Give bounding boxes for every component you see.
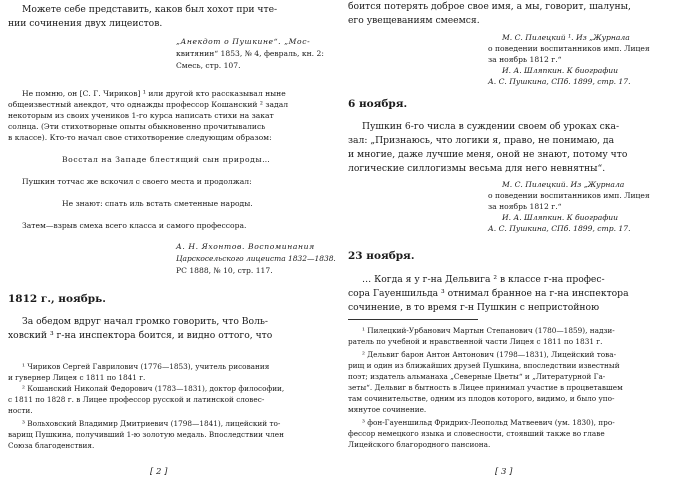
footnote-line: Союза благоденствия. (8, 441, 95, 450)
source-line: М. С. Пилецкий. Из „Журнала (502, 180, 625, 189)
paragraph-line: сора Гауеншильда ³ отнимал бранное на г-на инспектора (348, 288, 629, 299)
quote-line: Пушкин тотчас же вскочил с своего места и продолжал: (22, 177, 252, 186)
footnote-line: мянутое сочинение. (348, 405, 427, 414)
right-page (340, 0, 680, 488)
footnote-line: рищ и один из ближайших друзей Пушкина, впоследствии известный (348, 361, 620, 370)
footnote-line: ности. (8, 406, 33, 415)
paragraph-line: ховский ³ г-на инспектора боится, и видно оттого, что (8, 330, 273, 341)
paragraph-line: и многие, даже лучшие меня, оной не знают, потому что (348, 149, 628, 160)
source-line: о поведении воспитанников имп. Лицея (488, 191, 650, 200)
source-line: квитянин“ 1853, № 4, февраль, кн. 2: (176, 49, 324, 58)
source-line: РС 1888, № 10, стр. 117. (176, 266, 273, 275)
paragraph-line: … Когда я у г-на Дельвига ² в классе г-на профес- (362, 274, 605, 285)
footnote-line: ¹ Чириков Сергей Гаврилович (1776—1853), учитель рисования (22, 362, 270, 371)
footnote-line: варищ Пушкина, получивший 1-ю золотую медаль. Впоследствии член (8, 430, 284, 439)
footnote-divider (348, 319, 478, 320)
footnote-line: ² Дельвиг барон Антон Антонович (1798—1831), Лицейский това- (362, 350, 617, 359)
source-line: А. Н. Яхонтов. Воспоминания (176, 242, 315, 251)
quote-line: солнца. (Эти стихотворные опыты обыкновенно прочитывались (8, 122, 266, 131)
source-line: И. А. Шляпкин. К биографии (502, 66, 619, 75)
section-heading: 6 ноября. (348, 98, 408, 110)
source-line: „Анекдот о Пушкине“. „Мос- (176, 37, 311, 46)
source-line: И. А. Шляпкин. К биографии (502, 213, 619, 222)
source-line: за ноябрь 1812 г.“ (488, 202, 562, 211)
paragraph-line: сочинение, в то время г-н Пушкин с непристойною (348, 302, 600, 313)
footnote-line: и гувернер Лицея с 1811 по 1841 г. (8, 373, 146, 382)
intro-line: Можете себе представить, каков был хохот при чте- (22, 4, 278, 15)
quote-line: Затем—взрыв смеха всего класса и самого профессора. (22, 221, 247, 230)
paragraph-line: За обедом вдруг начал громко говорить, что Воль- (22, 316, 269, 327)
section-heading: 1812 г., ноябрь. (8, 293, 106, 305)
footnote-line: ¹ Пилецкий-Урбанович Мартын Степанович (1780—1859), надзи- (362, 326, 615, 335)
source-line: за ноябрь 1812 г.“ (488, 55, 562, 64)
source-line: А. С. Пушкина, СПб. 1899, стр. 17. (488, 224, 631, 233)
footnote-line: с 1811 по 1828 г. в Лицее профессор русской и латинской словес- (8, 395, 265, 404)
paragraph-line: его увещеваниям смеемся. (348, 15, 480, 26)
quote-line: общеизвестный анекдот, что однажды профессор Кошанский ² задал (8, 100, 289, 109)
quote-line: Не помню, он [С. Г. Чириков] ¹ или другой кто рассказывал нынe (22, 89, 286, 98)
verse-line: Не знают: спать иль встать сметенные народы. (62, 199, 253, 208)
footnote-line: ² Кошанский Николай Федорович (1783—1831), доктор философии, (22, 384, 285, 393)
intro-line: нии сочинения двух лицеистов. (8, 18, 163, 29)
verse-line: Восстал на Западе блестящий сын природы… (62, 155, 271, 164)
page-number: [ 2 ] (150, 467, 168, 477)
quote-line: в классе). Кто-то начал свое стихотворение следующим образом: (8, 133, 272, 142)
page-number: [ 3 ] (495, 467, 513, 477)
paragraph-line: боится потерять доброе свое имя, а мы, говорит, шалуны, (348, 1, 631, 12)
section-heading: 23 ноября. (348, 250, 415, 262)
source-line: Смесь, стр. 107. (176, 61, 241, 70)
footnote-line: поэт; издатель альманаха „Северные Цветы“ и „Литературной Га- (348, 372, 606, 381)
source-line: А. С. Пушкина, СПб. 1899, стр. 17. (488, 77, 631, 86)
footnote-line: там сочинительстве, одним из плодов которого, видимо, и было упо- (348, 394, 615, 403)
footnote-line: ратель по учебной и нравственной части Лицея с 1811 по 1831 г. (348, 337, 603, 346)
source-line: о поведении воспитанников имп. Лицея (488, 44, 650, 53)
footnote-line: Лицейского благородного пансиона. (348, 440, 491, 449)
paragraph-line: логические силлогизмы весьма для него невнятны“. (348, 163, 606, 174)
source-line: Царскосельского лицеиста 1832—1838. (176, 254, 336, 263)
quote-line: некоторым из своих учеников 1-го курса написать стихи на закат (8, 111, 274, 120)
footnote-line: ³ фон-Гауеншильд Фридрих-Леопольд Матвеевич (ум. 1830), про- (362, 418, 615, 427)
footnote-line: фессор немецкого языка и словесности, стоявший также во главе (348, 429, 605, 438)
footnote-line: зеты“. Дельвиг в бытность в Лицее принимал участие в процветавшем (348, 383, 623, 392)
footnote-line: ³ Вольховский Владимир Дмитриевич (1798—1841), лицейский то- (22, 419, 281, 428)
paragraph-line: Пушкин 6-го числа в суждении своем об уроках ска- (362, 121, 620, 132)
paragraph-line: зал: „Признаюсь, что логики я, право, не понимаю, да (348, 135, 615, 146)
source-line: М. С. Пилецкий ¹. Из „Журнала (502, 33, 630, 42)
